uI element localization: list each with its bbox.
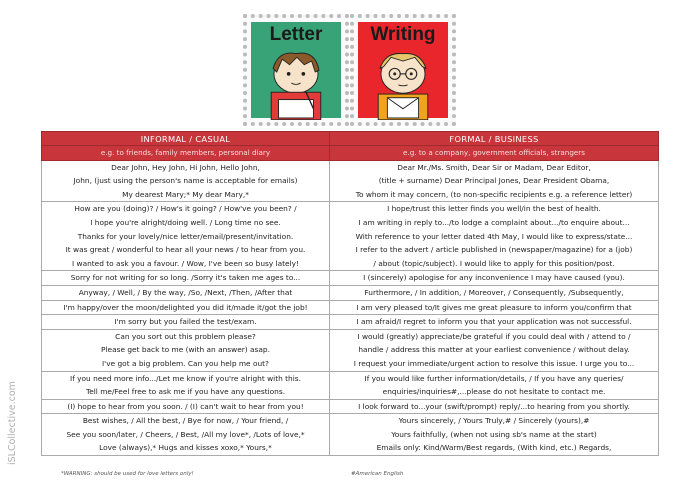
informal-cell	[42, 315, 330, 330]
phrase-line: I refer to the advert / article published in (newspaper/magazine) for a (job)	[355, 245, 633, 255]
table-body	[42, 160, 659, 455]
footnotes	[41, 471, 658, 481]
phrase-line: I am writing in reply to.../to lodge a complaint about.../to enquire about...	[358, 217, 630, 227]
phrase-line: Yours sincerely, / Yours Truly,# / Sincerely (yours),#	[398, 416, 590, 426]
phrase-line: enquiries/inquiries#,...please do not hesitate to contact me.	[382, 387, 606, 397]
informal-cell	[42, 371, 330, 399]
formal-cell	[330, 414, 659, 456]
phrase-line: I've got a big problem. Can you help me out?	[102, 358, 269, 368]
formal-cell	[330, 371, 659, 399]
phrase-line: Please get back to me (with an answer) asap.	[101, 345, 270, 355]
phrase-line: Furthermore, / In addition, / Moreover, / Consequently, /Subsequently,	[364, 287, 624, 297]
phrase-line: I wanted to ask you a favour. / Wow, I've been so busy lately!	[72, 258, 299, 268]
girl-with-envelope-illustration	[358, 50, 448, 120]
phrase-line: My dearest Mary;* My dear Mary,*	[122, 189, 249, 199]
phrase-line: Thanks for your lovely/nice letter/email/present/invitation.	[77, 231, 294, 241]
phrase-line: Sorry for not writing for so long. /Sorry it's taken me ages to...	[70, 273, 301, 283]
table-row	[42, 371, 659, 399]
writing-stamp	[350, 14, 456, 126]
formal-cell	[330, 315, 659, 330]
header-row	[42, 132, 659, 146]
formal-cell	[330, 160, 659, 202]
phrase-line: Love (always),* Hugs and kisses xoxo,* Yours,*	[99, 443, 272, 453]
phrase-line: Yours faithfully, (when not using sb's name at the start)	[391, 429, 597, 439]
letter-phrases-table	[41, 131, 659, 456]
informal-cell	[42, 271, 330, 286]
letter-stamp	[243, 14, 349, 126]
table-row	[42, 271, 659, 286]
phrase-line: I am very pleased to/It gives me great pleasure to inform you/confirm that	[356, 302, 632, 312]
phrase-line: How are you (doing)? / How's it going? / How've you been? /	[74, 204, 297, 214]
phrase-line: Dear Mr./Ms. Smith, Dear Sir or Madam, Dear Editor,	[397, 162, 591, 172]
phrase-line: handle / address this matter at your earliest convenience / without delay.	[358, 345, 630, 355]
subheader-formal: e.g. to a company, government officials, strangers	[330, 146, 659, 161]
informal-cell	[42, 300, 330, 315]
formal-cell	[330, 399, 659, 414]
table-row	[42, 202, 659, 271]
phrase-line: I (sincerely) apologise for any inconvenience I may have caused (you).	[363, 273, 625, 283]
formal-cell	[330, 300, 659, 315]
informal-cell	[42, 285, 330, 300]
phrase-line: (title + surname) Dear Principal Jones, Dear President Obama,	[378, 176, 610, 186]
phrase-line: I am afraid/I regret to inform you that your application was not successful.	[356, 317, 632, 327]
header-informal: INFORMAL / CASUAL	[42, 132, 330, 146]
phrase-line: I request your immediate/urgent action to resolve this issue. I urge you to...	[353, 358, 635, 368]
letter-stamp-bg	[251, 22, 341, 118]
phrase-line: Anyway, / Well, / By the way, /So, /Next, /Then, /After that	[78, 287, 293, 297]
footnote-american: #American English	[351, 471, 404, 477]
phrase-line: Can you sort out this problem please?	[115, 331, 256, 341]
formal-cell	[330, 202, 659, 271]
table-row	[42, 300, 659, 315]
letter-stamp-word: Letter	[269, 24, 323, 45]
phrase-line: John, (just using the person's name is acceptable for emails)	[73, 176, 298, 186]
phrase-line: I look forward to...your (swift/prompt) reply/...to hearing from you shortly.	[358, 401, 630, 411]
table-row	[42, 399, 659, 414]
informal-cell	[42, 329, 330, 371]
informal-cell	[42, 414, 330, 456]
informal-cell	[42, 399, 330, 414]
footnote-warning: *WARNING: should be used for love letters only!	[61, 471, 194, 477]
phrase-line: I'm happy/over the moon/delighted you did it/made it/got the job!	[63, 302, 308, 312]
table-row	[42, 329, 659, 371]
header-formal: FORMAL / BUSINESS	[330, 132, 659, 146]
phrase-line: / about (topic/subject). I would like to apply for this position/post.	[373, 258, 615, 268]
subheader-row	[42, 146, 659, 161]
table-row	[42, 285, 659, 300]
table-row	[42, 414, 659, 456]
subheader-informal: e.g. to friends, family members, personal diary	[42, 146, 330, 161]
phrase-line: To whom it may concern, (to non-specific recipients e.g. a reference letter)	[355, 189, 633, 199]
phrase-line: I would (greatly) appreciate/be grateful if you could deal with / attend to /	[357, 331, 631, 341]
phrase-line: I'm sorry but you failed the test/exam.	[114, 317, 257, 327]
writing-stamp-word: Writing	[370, 24, 436, 45]
phrase-line: Emails only: Kind/Warm/Best regards, (With kind, etc.) Regards,	[376, 443, 612, 453]
table-row	[42, 160, 659, 202]
phrase-line: Best wishes, / All the best, / Bye for now, / Your friend, /	[82, 416, 289, 426]
phrase-line: I hope/trust this letter finds you well/in the best of health.	[387, 204, 601, 214]
girl-writing-illustration	[251, 50, 341, 120]
phrase-line: See you soon/later, / Cheers, / Best, /All my love*, /Lots of love,*	[66, 429, 305, 439]
writing-stamp-bg	[358, 22, 448, 118]
informal-cell	[42, 202, 330, 271]
formal-cell	[330, 329, 659, 371]
phrase-line: If you would like further information/details, / If you have any queries/	[364, 373, 624, 383]
phrase-line: If you need more info.../Let me know if you're alright with this.	[70, 373, 301, 383]
site-watermark: iSLCollective.com	[7, 381, 18, 465]
phrase-line: Dear John, Hey John, Hi John, Hello John,	[111, 162, 260, 172]
phrase-line: (I) hope to hear from you soon. / (I) can't wait to hear from you!	[67, 401, 304, 411]
phrase-line: With reference to your letter dated 4th May, I would like to express/state...	[355, 231, 633, 241]
phrase-line: I hope you're alright/doing well. / Long time no see.	[90, 217, 281, 227]
formal-cell	[330, 271, 659, 286]
stamp-header	[0, 14, 700, 126]
phrase-line: It was great / wonderful to hear all your news / to hear from you.	[65, 245, 306, 255]
formal-cell	[330, 285, 659, 300]
table-row	[42, 315, 659, 330]
informal-cell	[42, 160, 330, 202]
phrase-line: Tell me/Feel free to ask me if you have any questions.	[85, 387, 286, 397]
